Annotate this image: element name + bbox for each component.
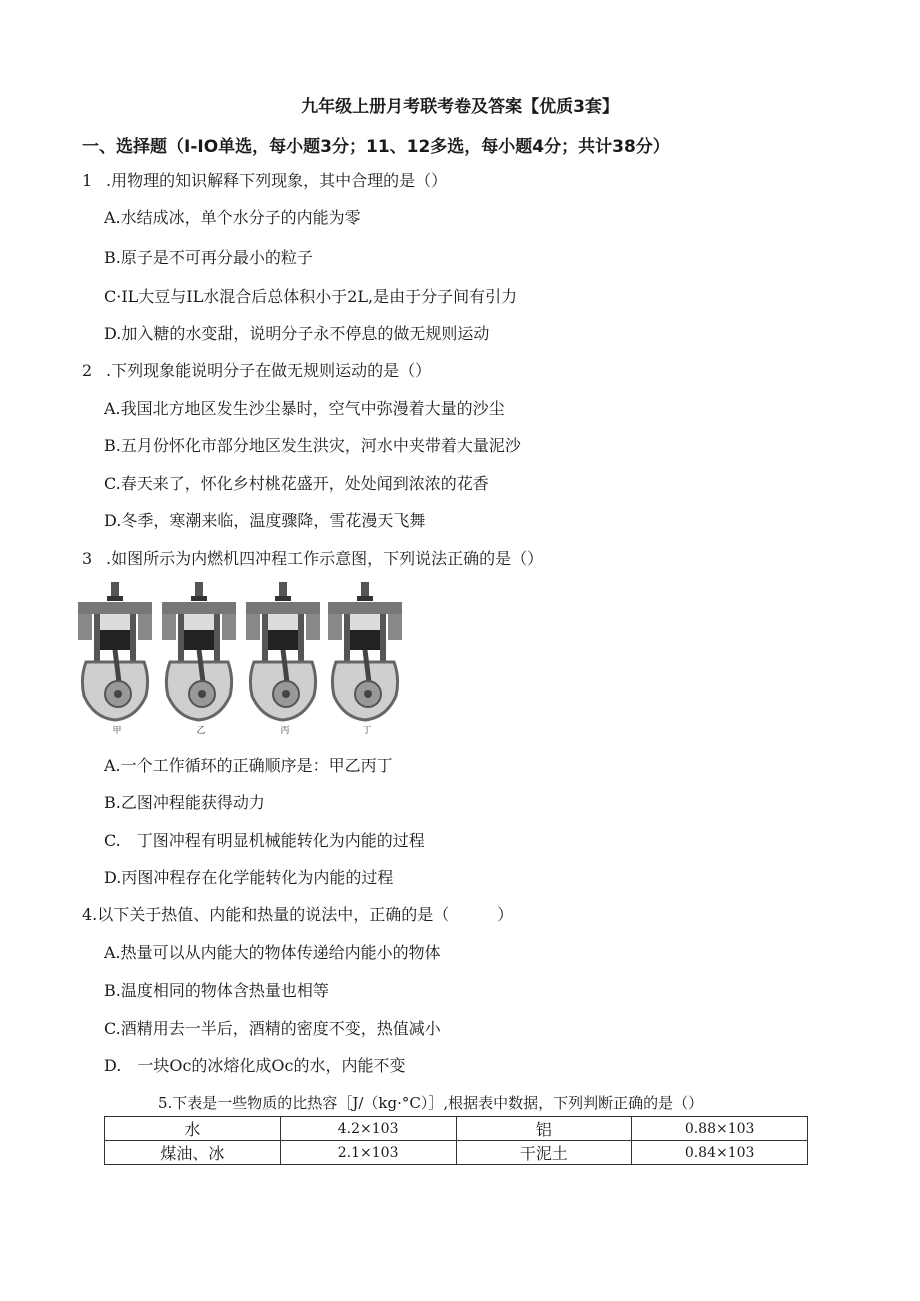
table-cell: 2.1×103	[280, 1141, 456, 1165]
question-3-option-a: A.一个工作循环的正确顺序是：甲乙丙丁	[104, 756, 393, 775]
question-1-option-a: A.水结成冰，单个水分子的内能为零	[104, 208, 361, 227]
question-2-option-a: A.我国北方地区发生沙尘暴时，空气中弥漫着大量的沙尘	[104, 399, 505, 418]
figure-label-jia: 甲	[112, 726, 122, 736]
question-2-option-c: C.春天来了，怀化乡村桃花盛开，处处闻到浓浓的花香	[104, 474, 489, 493]
table-row	[105, 1117, 808, 1141]
question-2-stem	[82, 358, 431, 381]
question-2-option-d: D.冬季，寒潮来临，温度骤降，雪花漫天飞舞	[104, 511, 426, 530]
specific-heat-table	[104, 1116, 808, 1165]
question-5-stem: 5.下表是一些物质的比热容［J/（kg·°C）］,根据表中数据，下列判断正确的是（）	[158, 1094, 704, 1112]
table-cell: 0.84×103	[632, 1141, 808, 1165]
question-3-stem	[82, 546, 543, 569]
table-cell: 铝	[456, 1117, 632, 1141]
question-3-option-d: D.丙图冲程存在化学能转化为内能的过程	[104, 868, 394, 887]
question-3-text: .如图所示为内燃机四冲程工作示意图，下列说法正确的是（）	[106, 549, 544, 568]
engine-diagram-jia	[78, 582, 152, 720]
table-cell: 4.2×103	[280, 1117, 456, 1141]
engine-diagram-bing	[246, 582, 320, 720]
question-1-text: .用物理的知识解释下列现象，其中合理的是（）	[106, 171, 448, 190]
question-4-option-d: D. 一块Oc的冰熔化成Oc的水，内能不变	[104, 1056, 406, 1075]
page-title: 九年级上册月考联考卷及答案【优质3套】	[301, 97, 619, 117]
question-1-option-c: C·IL大豆与IL水混合后总体积小于2L,是由于分子间有引力	[104, 287, 518, 306]
question-3-number: 3	[82, 549, 93, 568]
section-heading: 一、选择题（I-IO单选，每小题3分；11、12多选，每小题4分；共计38分）	[82, 137, 670, 157]
question-3-option-c: C. 丁图冲程有明显机械能转化为内能的过程	[104, 831, 425, 850]
table-cell: 干泥土	[456, 1141, 632, 1165]
table-row	[105, 1141, 808, 1165]
question-3-option-b: B.乙图冲程能获得动力	[104, 793, 265, 812]
table-cell: 煤油、冰	[105, 1141, 281, 1165]
figure-label-bing: 丙	[280, 726, 290, 736]
question-1-option-d: D.加入糖的水变甜，说明分子永不停息的做无规则运动	[104, 324, 490, 343]
question-2-text: .下列现象能说明分子在做无规则运动的是（）	[106, 361, 432, 380]
question-1-option-b: B.原子是不可再分最小的粒子	[104, 248, 313, 267]
question-1-number: 1	[82, 171, 93, 190]
question-2-option-b: B.五月份怀化市部分地区发生洪灾，河水中夹带着大量泥沙	[104, 436, 521, 455]
question-4-option-a: A.热量可以从内能大的物体传递给内能小的物体	[104, 943, 441, 962]
question-4-option-b: B.温度相同的物体含热量也相等	[104, 981, 329, 1000]
question-1-stem	[82, 168, 447, 191]
table-cell: 0.88×103	[632, 1117, 808, 1141]
question-4-option-c: C.酒精用去一半后，酒精的密度不变，热值减小	[104, 1019, 441, 1038]
figure-label-yi: 乙	[196, 726, 206, 736]
engine-stroke-figure	[76, 578, 406, 738]
engine-diagram-ding	[328, 582, 402, 720]
table-cell: 水	[105, 1117, 281, 1141]
question-2-number: 2	[82, 361, 93, 380]
question-4-stem: 4.以下关于热值、内能和热量的说法中，正确的是（ ）	[82, 905, 514, 924]
figure-label-ding: 丁	[362, 726, 372, 736]
engine-diagram-yi	[162, 582, 236, 720]
